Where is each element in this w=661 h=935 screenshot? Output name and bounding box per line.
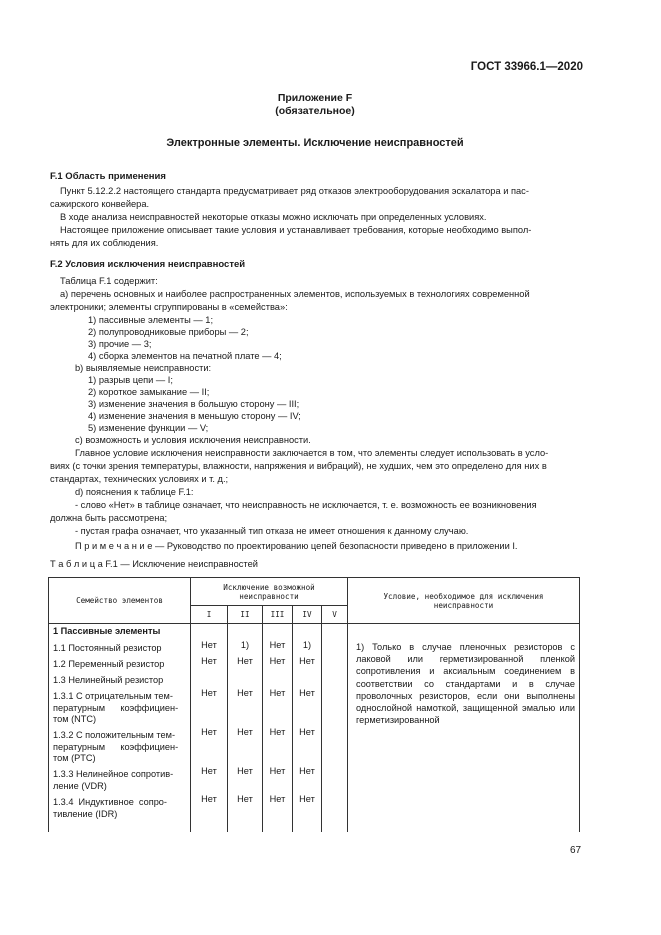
family-row-name-line: 1.3.3 Нелинейное сопротив- bbox=[53, 769, 174, 779]
fault-value: Нет bbox=[269, 656, 286, 666]
fault-value: Нет bbox=[201, 727, 217, 737]
list-item: b) выявляемые неисправности: bbox=[75, 363, 212, 373]
page-number: 67 bbox=[570, 845, 582, 856]
fault-value bbox=[322, 725, 347, 764]
family-row-name-line: том (NTC) bbox=[53, 714, 97, 724]
family-row-name-line: ление (VDR) bbox=[53, 780, 107, 791]
family-row-name bbox=[49, 767, 190, 795]
annex-title: Приложение F bbox=[277, 92, 353, 104]
group-heading: 1 Пассивные элементы bbox=[53, 626, 161, 636]
header-fault-v: V bbox=[322, 606, 348, 624]
paragraph-line: а) перечень основных и наиболее распространенных элементов, используемых в технологиях современной bbox=[60, 289, 530, 299]
fault-column-v bbox=[322, 624, 348, 832]
family-row-name bbox=[49, 657, 190, 673]
paragraph-line: стандартах, технических условиях и т. д.; bbox=[50, 474, 229, 484]
list-item: с) возможность и условия исключения неисправности. bbox=[75, 435, 311, 445]
fault-value: Нет bbox=[269, 794, 286, 804]
family-row-name bbox=[49, 795, 190, 822]
section-heading-f1: F.1 Область применения bbox=[50, 171, 166, 182]
header-condition bbox=[348, 578, 580, 624]
fault-value: Нет bbox=[269, 766, 286, 776]
table-caption: Т а б л и ц а F.1 — Исключение неисправностей bbox=[50, 559, 258, 569]
condition-column bbox=[348, 624, 580, 832]
fault-value: Нет bbox=[299, 766, 315, 776]
condition-text: 1) Только в случае пленочных резисторов с лаковой или герметизированной пленкой сопротивления и аксиальным соединением в соответствии со стандартами и в случае проволочных резисторов, если они выполнены однослойной намоткой, защищенной эмалью или герметизированной bbox=[356, 642, 575, 726]
fault-column-ii bbox=[228, 624, 263, 832]
list-item: 1) пассивные элементы — 1; bbox=[88, 315, 214, 325]
family-row-name-line: 1.3.1 С отрицательным тем- bbox=[53, 691, 173, 701]
fault-value: Нет bbox=[299, 727, 315, 737]
fault-value: Нет bbox=[237, 727, 253, 737]
family-names bbox=[49, 641, 190, 822]
annex-status: (обязательное) bbox=[275, 105, 355, 117]
fault-value: 1) bbox=[302, 640, 312, 650]
note: П р и м е ч а н и е — Руководство по проектированию цепей безопасности приведено в приложении I. bbox=[75, 541, 518, 551]
paragraph-line: должна быть рассмотрена; bbox=[50, 513, 168, 523]
fault-value: Нет bbox=[237, 794, 253, 804]
family-row-name-line: 1.1 Постоянный резистор bbox=[53, 643, 162, 653]
header-exclusion-line: Исключение возможной bbox=[223, 582, 315, 592]
paragraph-line: виях (с точки зрения температуры, влажности, напряжения и вибраций), не худших, чем это определено для них в bbox=[50, 461, 547, 471]
header-exclusion-line: неисправности bbox=[239, 591, 299, 601]
fault-value: Нет bbox=[269, 640, 286, 650]
fault-value: Нет bbox=[201, 688, 217, 698]
paragraph-line: сажирского конвейера. bbox=[50, 199, 150, 209]
family-row-name-line: тивление (IDR) bbox=[53, 808, 118, 819]
fault-column-iii bbox=[263, 624, 293, 832]
paragraph-line: Таблица F.1 содержит: bbox=[60, 276, 158, 286]
paragraph-line: Пункт 5.12.2.2 настоящего стандарта предусматривает ряд отказов электрооборудования эскалатора и пас- bbox=[60, 186, 529, 196]
header-condition-line: неисправности bbox=[433, 600, 494, 610]
fault-column-iv bbox=[293, 624, 322, 832]
list-item: 3) изменение значения в большую сторону — III; bbox=[88, 399, 300, 409]
family-row-name-line: пературным коэффициен- bbox=[53, 741, 179, 752]
fault-value: Нет bbox=[299, 688, 315, 698]
paragraph-line: В ходе анализа неисправностей некоторые отказы можно исключать при определенных условиях. bbox=[60, 212, 487, 222]
list-item: 1) разрыв цепи — I; bbox=[88, 375, 173, 385]
list-item: 5) изменение функции — V; bbox=[88, 423, 209, 433]
paragraph-line: Настоящее приложение описывает такие условия и устанавливает требования, которые необходимо выпол- bbox=[60, 225, 532, 235]
fault-value bbox=[191, 670, 227, 686]
fault-value bbox=[322, 654, 347, 670]
family-row-name-line: 1.3.4 Индуктивное сопро- bbox=[53, 797, 167, 807]
family-row-name bbox=[49, 641, 190, 657]
fault-value: Нет bbox=[269, 688, 286, 698]
family-row-name bbox=[49, 689, 190, 728]
standard-number: ГОСТ 33966.1—2020 bbox=[470, 61, 583, 73]
list-item: 4) изменение значения в меньшую сторону — IV; bbox=[88, 411, 301, 421]
fault-value bbox=[322, 670, 347, 686]
fault-value: Нет bbox=[201, 766, 217, 776]
annex-heading: Электронные элементы. Исключение неисправностей bbox=[166, 137, 464, 149]
list-item: 2) полупроводниковые приборы — 2; bbox=[88, 327, 249, 337]
fault-value bbox=[322, 686, 347, 725]
list-item: 2) короткое замыкание — II; bbox=[88, 387, 210, 397]
header-condition-line: Условие, необходимое для исключения bbox=[383, 591, 544, 601]
header-fault-iii: III bbox=[263, 606, 293, 624]
fault-value: 1) bbox=[240, 640, 250, 650]
fault-value bbox=[322, 764, 347, 792]
section-heading-f2: F.2 Условия исключения неисправностей bbox=[50, 259, 246, 270]
fault-value bbox=[228, 670, 262, 686]
fault-exclusion-table bbox=[48, 577, 580, 832]
fault-column-i bbox=[191, 624, 228, 832]
fault-value: Нет bbox=[269, 727, 286, 737]
list-item: - слово «Нет» в таблице означает, что неисправность не исключается, т. е. возможность ее возникновения bbox=[75, 500, 537, 510]
header-fault-iv: IV bbox=[293, 606, 322, 624]
family-row-name-line: том (PTC) bbox=[53, 753, 96, 763]
fault-value: Нет bbox=[201, 794, 217, 804]
list-item: 4) сборка элементов на печатной плате — 4; bbox=[88, 351, 282, 361]
header-fault-ii: II bbox=[228, 606, 263, 624]
paragraph-line: электроники; элементы сгруппированы в «семейства»: bbox=[50, 302, 288, 312]
fault-value: Нет bbox=[237, 656, 253, 666]
fault-value bbox=[322, 638, 347, 654]
family-row-name-line: 1.3.2 С положительным тем- bbox=[53, 730, 175, 740]
fault-value: Нет bbox=[237, 688, 253, 698]
list-item: - пустая графа означает, что указанный тип отказа не имеет отношения к данному случаю. bbox=[75, 526, 469, 536]
paragraph-line: нять для их соблюдения. bbox=[50, 238, 159, 248]
fault-value: Нет bbox=[237, 766, 253, 776]
fault-value bbox=[293, 670, 321, 686]
family-row-name-line: пературным коэффициен- bbox=[53, 702, 179, 713]
list-item: d) пояснения к таблице F.1: bbox=[75, 487, 194, 497]
fault-value bbox=[322, 792, 347, 819]
family-row-name bbox=[49, 728, 190, 767]
fault-value: Нет bbox=[201, 640, 217, 650]
fault-value: Нет bbox=[299, 794, 315, 804]
paragraph-line: Главное условие исключения неисправности заключается в том, что элементы следует использовать в усло- bbox=[75, 448, 549, 458]
family-row-name-line: 1.3 Нелинейный резистор bbox=[53, 675, 164, 685]
list-item: 3) прочие — 3; bbox=[88, 339, 152, 349]
fault-value: Нет bbox=[299, 656, 315, 666]
fault-value: Нет bbox=[201, 656, 217, 666]
fault-value bbox=[263, 670, 292, 686]
header-exclusion bbox=[191, 578, 348, 606]
family-row-name-line: 1.2 Переменный резистор bbox=[53, 659, 165, 669]
family-row-name bbox=[49, 673, 190, 689]
header-family: Семейство элементов bbox=[49, 578, 191, 624]
family-column bbox=[49, 624, 191, 832]
header-fault-i: I bbox=[191, 606, 228, 624]
